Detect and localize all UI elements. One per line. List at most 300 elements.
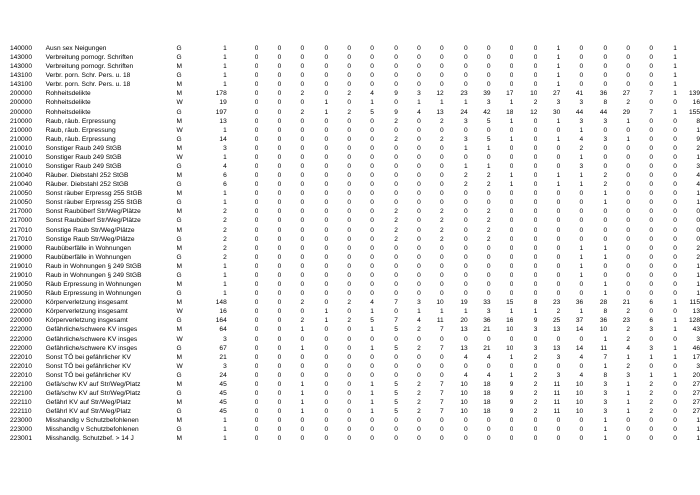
offense-code-cell: 223000	[10, 417, 33, 425]
count-cell: 3	[603, 380, 608, 388]
count-cell: 1	[579, 153, 584, 161]
offense-code-cell: 219010	[10, 262, 33, 270]
count-cell: 3	[603, 117, 608, 125]
count-cell: 0	[300, 163, 305, 171]
count-cell: 11	[553, 408, 561, 416]
count-cell: 10	[460, 380, 468, 388]
count-cell: 0	[486, 81, 491, 89]
count-cell: 0	[673, 308, 677, 316]
total-count-cell: 19	[219, 99, 227, 107]
count-cell: 0	[486, 54, 491, 62]
count-cell: 0	[277, 135, 282, 143]
total-count-cell: 2	[223, 235, 227, 243]
count-cell: 1	[509, 353, 514, 361]
count-cell: 0	[277, 217, 282, 225]
count-cell: 7	[440, 344, 444, 352]
count-cell: 1	[626, 117, 631, 125]
table-row	[0, 71, 700, 80]
offense-description-cell: Rohheitsdelikte	[45, 108, 91, 116]
count-cell: 0	[440, 435, 444, 443]
count-cell: 0	[579, 190, 584, 198]
count-cell: 0	[673, 163, 677, 171]
count-cell: 0	[696, 208, 700, 216]
count-cell: 0	[486, 153, 491, 161]
count-cell: 0	[440, 72, 444, 80]
count-cell: 0	[626, 435, 631, 443]
count-cell: 0	[673, 208, 677, 216]
count-cell: 1	[626, 353, 631, 361]
gender-cell: M	[176, 117, 182, 125]
count-cell: 1	[464, 163, 468, 171]
count-cell: 1	[300, 380, 305, 388]
count-cell: 0	[440, 253, 444, 261]
offense-code-cell: 210010	[10, 153, 33, 161]
count-cell: 0	[626, 417, 631, 425]
count-cell: 0	[394, 371, 398, 379]
gender-cell: G	[176, 271, 182, 279]
count-cell: 0	[417, 54, 421, 62]
table-row	[0, 425, 700, 434]
count-cell: 0	[394, 335, 398, 343]
count-cell: 0	[649, 235, 653, 243]
count-cell: 0	[254, 81, 259, 89]
count-cell: 0	[649, 426, 653, 434]
count-cell: 8	[533, 299, 538, 307]
count-cell: 0	[254, 353, 259, 361]
count-cell: 0	[673, 226, 677, 234]
count-cell: 0	[626, 281, 631, 289]
count-cell: 37	[575, 317, 584, 325]
count-cell: 3	[649, 326, 653, 334]
count-cell: 0	[254, 163, 259, 171]
gender-cell: G	[176, 199, 182, 207]
count-cell: 0	[649, 163, 653, 171]
count-cell: 0	[486, 126, 491, 134]
offense-description-cell: Raub, räub. Erpressung	[45, 135, 116, 143]
count-cell: 0	[579, 290, 584, 298]
count-cell: 0	[603, 217, 608, 225]
count-cell: 0	[417, 72, 421, 80]
count-cell: 0	[556, 362, 561, 370]
count-cell: 2	[626, 99, 631, 107]
count-cell: 0	[649, 181, 653, 189]
count-cell: 12	[530, 108, 538, 116]
count-cell: 0	[324, 90, 329, 98]
count-cell: 0	[649, 199, 653, 207]
count-cell: 0	[464, 199, 468, 207]
count-cell: 0	[533, 253, 538, 261]
count-cell: 0	[347, 244, 352, 252]
gender-cell: G	[176, 408, 182, 416]
count-cell: 0	[347, 54, 352, 62]
count-cell: 0	[370, 63, 374, 71]
count-cell: 0	[509, 362, 514, 370]
offense-code-cell: 222010	[10, 353, 33, 361]
count-cell: 0	[277, 299, 282, 307]
count-cell: 16	[506, 317, 514, 325]
total-count-cell: 64	[219, 326, 227, 334]
count-cell: 0	[277, 81, 282, 89]
count-cell: 1	[673, 63, 677, 71]
count-cell: 0	[509, 235, 514, 243]
offense-code-cell: 222000	[10, 326, 33, 334]
count-cell: 0	[254, 426, 259, 434]
count-cell: 0	[533, 172, 538, 180]
count-cell: 0	[254, 181, 259, 189]
table-row	[0, 53, 700, 62]
offense-description-cell: Raub, räub. Erpressung	[45, 117, 116, 125]
count-cell: 0	[300, 181, 305, 189]
count-cell: 0	[440, 126, 444, 134]
count-cell: 0	[626, 81, 631, 89]
count-cell: 2	[696, 253, 700, 261]
count-cell: 3	[579, 117, 584, 125]
count-cell: 0	[370, 362, 374, 370]
count-cell: 0	[277, 290, 282, 298]
count-cell: 0	[254, 208, 259, 216]
count-cell: 0	[673, 153, 677, 161]
count-cell: 0	[673, 144, 677, 152]
count-cell: 11	[436, 317, 444, 325]
count-cell: 0	[626, 45, 631, 52]
table-row	[0, 271, 700, 280]
count-cell: 0	[324, 408, 329, 416]
count-cell: 0	[394, 81, 398, 89]
count-cell: 0	[417, 262, 421, 270]
count-cell: 0	[254, 299, 259, 307]
count-cell: 2	[696, 244, 700, 252]
count-cell: 0	[649, 308, 653, 316]
count-cell: 2	[417, 326, 421, 334]
count-cell: 0	[673, 408, 677, 416]
count-cell: 0	[626, 153, 631, 161]
count-cell: 1	[673, 72, 677, 80]
count-cell: 0	[579, 335, 584, 343]
count-cell: 0	[464, 81, 468, 89]
count-cell: 0	[579, 417, 584, 425]
count-cell: 0	[649, 435, 653, 443]
count-cell: 0	[417, 199, 421, 207]
count-cell: 13	[552, 344, 561, 352]
count-cell: 1	[464, 144, 468, 152]
gender-cell: G	[176, 108, 182, 116]
count-cell: 0	[324, 262, 329, 270]
count-cell: 2	[579, 144, 584, 152]
count-cell: 0	[649, 72, 653, 80]
count-cell: 0	[486, 426, 491, 434]
table-row	[0, 416, 700, 425]
count-cell: 0	[254, 326, 259, 334]
count-cell: 0	[254, 417, 259, 425]
count-cell: 0	[464, 54, 468, 62]
count-cell: 2	[486, 235, 491, 243]
count-cell: 0	[556, 290, 561, 298]
offense-code-cell: 210040	[10, 181, 33, 189]
count-cell: 0	[324, 290, 329, 298]
count-cell: 1	[464, 308, 468, 316]
count-cell: 4	[579, 135, 584, 143]
count-cell: 0	[649, 126, 653, 134]
count-cell: 1	[603, 253, 608, 261]
total-count-cell: 1	[223, 54, 227, 62]
count-cell: 1	[556, 45, 561, 52]
count-cell: 0	[254, 126, 259, 134]
count-cell: 0	[417, 226, 421, 234]
count-cell: 0	[533, 63, 538, 71]
offense-description-cell: Verbreitung pornogr. Schriften	[45, 54, 134, 62]
gender-cell: G	[176, 45, 182, 52]
count-cell: 0	[324, 335, 329, 343]
offense-code-cell: 200000	[10, 90, 33, 98]
count-cell: 0	[440, 426, 444, 434]
count-cell: 1	[324, 317, 329, 325]
count-cell: 0	[464, 426, 468, 434]
count-cell: 0	[649, 81, 653, 89]
count-cell: 0	[324, 54, 329, 62]
count-cell: 0	[324, 208, 329, 216]
gender-cell: G	[176, 163, 182, 171]
count-cell: 0	[509, 190, 514, 198]
count-cell: 0	[254, 344, 259, 352]
count-cell: 1	[649, 353, 653, 361]
count-cell: 0	[254, 408, 259, 416]
count-cell: 1	[556, 135, 561, 143]
count-cell: 0	[579, 235, 584, 243]
count-cell: 7	[394, 317, 398, 325]
count-cell: 0	[347, 217, 352, 225]
count-cell: 10	[506, 344, 514, 352]
count-cell: 0	[347, 335, 352, 343]
count-cell: 0	[417, 371, 421, 379]
count-cell: 0	[649, 153, 653, 161]
count-cell: 0	[324, 326, 329, 334]
count-cell: 10	[575, 389, 584, 397]
table-row	[0, 298, 700, 307]
count-cell: 2	[440, 117, 444, 125]
table-row	[0, 244, 700, 253]
offense-description-cell: Sonstige Raub Str/Weg/Plätze	[45, 226, 135, 234]
count-cell: 0	[440, 290, 444, 298]
gender-cell: G	[176, 389, 182, 397]
count-cell: 0	[347, 353, 352, 361]
count-cell: 23	[622, 317, 631, 325]
count-cell: 0	[440, 190, 444, 198]
count-cell: 0	[347, 99, 352, 107]
count-cell: 0	[509, 63, 514, 71]
count-cell: 1	[603, 281, 608, 289]
count-cell: 36	[575, 299, 584, 307]
count-cell: 9	[394, 90, 398, 98]
total-count-cell: 6	[223, 181, 227, 189]
gender-cell: G	[176, 426, 182, 434]
total-count-cell: 45	[219, 408, 227, 416]
count-cell: 44	[575, 108, 584, 116]
count-cell: 1	[603, 244, 608, 252]
count-cell: 0	[440, 244, 444, 252]
total-count-cell: 1	[223, 72, 227, 80]
count-cell: 0	[370, 163, 374, 171]
count-cell: 13	[692, 308, 700, 316]
count-cell: 0	[277, 380, 282, 388]
count-cell: 9	[696, 135, 700, 143]
count-cell: 0	[347, 308, 352, 316]
count-cell: 9	[509, 408, 514, 416]
count-cell: 0	[277, 172, 282, 180]
count-cell: 0	[347, 153, 352, 161]
count-cell: 0	[300, 226, 305, 234]
total-count-cell: 14	[219, 135, 227, 143]
count-cell: 27	[692, 408, 700, 416]
count-cell: 0	[509, 253, 514, 261]
table-row	[0, 335, 700, 344]
count-cell: 0	[464, 153, 468, 161]
count-cell: 2	[394, 135, 398, 143]
count-cell: 0	[556, 163, 561, 171]
count-cell: 0	[277, 108, 282, 116]
count-cell: 0	[509, 271, 514, 279]
count-cell: 1	[370, 389, 374, 397]
count-cell: 0	[277, 262, 282, 270]
count-cell: 0	[649, 45, 653, 52]
count-cell: 0	[347, 226, 352, 234]
count-cell: 2	[347, 299, 352, 307]
count-cell: 9	[509, 389, 514, 397]
count-cell: 1	[324, 108, 329, 116]
offense-description-cell: Misshandlg v Schutzbefohlenen	[45, 426, 139, 434]
count-cell: 2	[556, 308, 561, 316]
count-cell: 0	[603, 72, 608, 80]
total-count-cell: 45	[219, 380, 227, 388]
count-cell: 0	[417, 153, 421, 161]
count-cell: 0	[254, 262, 259, 270]
count-cell: 0	[486, 281, 491, 289]
count-cell: 1	[533, 308, 538, 316]
count-cell: 0	[324, 135, 329, 143]
count-cell: 1	[626, 380, 631, 388]
count-cell: 46	[692, 344, 700, 352]
total-count-cell: 3	[223, 144, 227, 152]
count-cell: 0	[324, 163, 329, 171]
count-cell: 0	[254, 244, 259, 252]
offense-code-cell: 210000	[10, 135, 33, 143]
count-cell: 0	[277, 335, 282, 343]
count-cell: 3	[603, 389, 608, 397]
count-cell: 2	[347, 317, 352, 325]
count-cell: 36	[483, 317, 491, 325]
count-cell: 0	[556, 417, 561, 425]
count-cell: 0	[254, 153, 259, 161]
offense-description-cell: Körperverletzung insgesamt	[45, 299, 128, 307]
gender-cell: M	[176, 380, 182, 388]
count-cell: 0	[533, 135, 538, 143]
count-cell: 0	[347, 172, 352, 180]
count-cell: 0	[533, 435, 538, 443]
offense-code-cell: 219050	[10, 281, 33, 289]
offense-code-cell: 222100	[10, 389, 33, 397]
count-cell: 0	[277, 326, 282, 334]
count-cell: 0	[254, 144, 259, 152]
total-count-cell: 3	[223, 362, 227, 370]
count-cell: 2	[486, 226, 491, 234]
count-cell: 2	[300, 299, 305, 307]
count-cell: 1	[696, 426, 700, 434]
count-cell: 7	[440, 399, 444, 407]
offense-code-cell: 219000	[10, 244, 33, 252]
count-cell: 13	[460, 326, 468, 334]
count-cell: 0	[394, 244, 398, 252]
count-cell: 0	[579, 281, 584, 289]
count-cell: 0	[254, 72, 259, 80]
count-cell: 0	[254, 117, 259, 125]
gender-cell: M	[176, 144, 182, 152]
table-row	[0, 80, 700, 89]
table-row	[0, 98, 700, 107]
table-row	[0, 135, 700, 144]
count-cell: 11	[553, 389, 561, 397]
count-cell: 0	[370, 281, 374, 289]
count-cell: 4	[464, 371, 468, 379]
offense-code-cell: 217010	[10, 226, 33, 234]
count-cell: 0	[603, 163, 608, 171]
count-cell: 1	[509, 172, 514, 180]
count-cell: 0	[603, 262, 608, 270]
count-cell: 0	[347, 126, 352, 134]
count-cell: 0	[673, 190, 677, 198]
count-cell: 0	[417, 244, 421, 252]
count-cell: 115	[689, 299, 700, 307]
table-row	[0, 180, 700, 189]
count-cell: 0	[277, 208, 282, 216]
count-cell: 0	[509, 144, 514, 152]
count-cell: 29	[622, 108, 631, 116]
count-cell: 19	[460, 299, 468, 307]
count-cell: 0	[533, 271, 538, 279]
count-cell: 0	[300, 262, 305, 270]
count-cell: 0	[649, 172, 653, 180]
count-cell: 0	[300, 253, 305, 261]
count-cell: 3	[556, 99, 561, 107]
count-cell: 0	[649, 190, 653, 198]
count-cell: 0	[370, 217, 374, 225]
count-cell: 21	[483, 326, 491, 334]
total-count-cell: 1	[223, 290, 227, 298]
count-cell: 7	[440, 326, 444, 334]
count-cell: 0	[603, 271, 608, 279]
count-cell: 0	[300, 81, 305, 89]
count-cell: 0	[277, 253, 282, 261]
offense-description-cell: Sonst TÖ bei gefährlicher KV	[45, 371, 131, 379]
count-cell: 2	[533, 380, 538, 388]
count-cell: 2	[440, 208, 444, 216]
table-row	[0, 280, 700, 289]
gender-cell: M	[176, 190, 182, 198]
count-cell: 10	[599, 326, 608, 334]
total-count-cell: 2	[223, 208, 227, 216]
count-cell: 0	[603, 63, 608, 71]
offense-code-cell: 222000	[10, 344, 33, 352]
count-cell: 0	[673, 253, 677, 261]
count-cell: 0	[254, 389, 259, 397]
count-cell: 0	[579, 426, 584, 434]
count-cell: 1	[556, 172, 561, 180]
offense-description-cell: Raub in Wohnungen § 249 StGB	[45, 262, 142, 270]
count-cell: 0	[300, 371, 305, 379]
count-cell: 39	[483, 90, 491, 98]
count-cell: 0	[440, 153, 444, 161]
offense-code-cell: 200000	[10, 108, 33, 116]
count-cell: 5	[394, 399, 398, 407]
count-cell: 0	[254, 335, 259, 343]
